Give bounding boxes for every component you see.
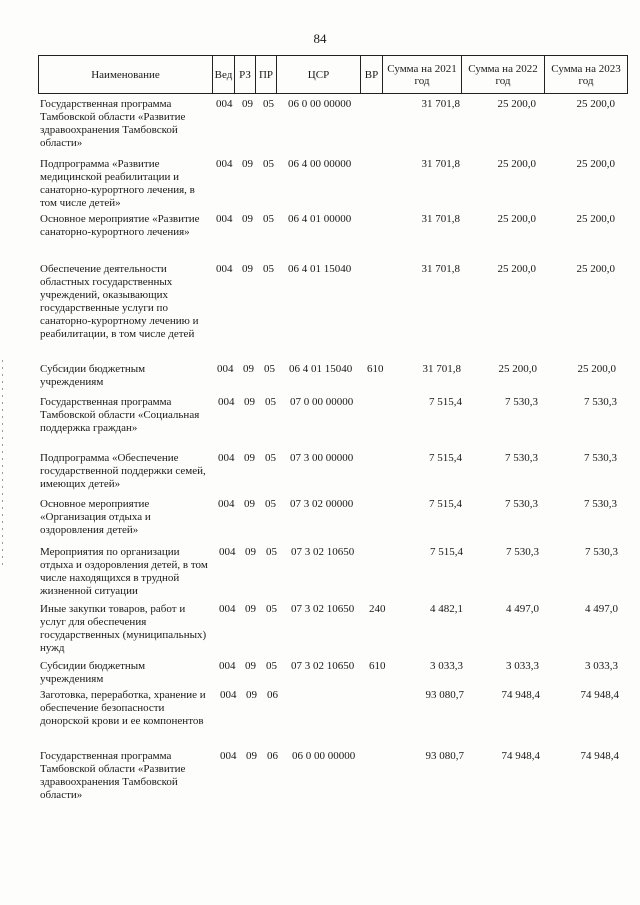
row-sum-2022: 74 948,4: [501, 750, 540, 762]
row-ved: 004: [218, 498, 235, 510]
row-vr: 610: [369, 660, 386, 672]
row-sum-2022: 25 200,0: [497, 213, 536, 225]
row-sum-2023: 25 200,0: [577, 363, 616, 375]
row-sum-2022: 25 200,0: [498, 363, 537, 375]
row-ved: 004: [219, 546, 236, 558]
row-pr: 05: [263, 213, 274, 225]
row-name: Обеспечение деятельности областных государственных учреждений, оказывающих государственные услуги по санаторно-курортному лечению и реабилитации, в том числе детей: [40, 263, 199, 340]
row-sum-2021: 4 482,1: [430, 603, 463, 615]
row-sum-2023: 4 497,0: [585, 603, 618, 615]
row-csr: 06 4 01 00000: [288, 213, 352, 225]
row-name: Субсидии бюджетным учреждениям: [40, 363, 146, 388]
header-sum-2022: Сумма на 2022 год: [462, 56, 545, 93]
row-sum-2022: 3 033,3: [506, 660, 539, 672]
row-sum-2023: 25 200,0: [576, 98, 615, 110]
row-sum-2021: 31 701,8: [421, 98, 460, 110]
row-rz: 09: [246, 750, 257, 762]
row-name: Подпрограмма «Развитие медицинской реабилитации и санаторно-курортного лечения, в том числе детей»: [40, 158, 195, 209]
row-ved: 004: [219, 660, 236, 672]
row-pr: 05: [264, 363, 275, 375]
row-name: Государственная программа Тамбовской области «Развитие здравоохранения Тамбовской области»: [40, 750, 186, 801]
row-sum-2021: 31 701,8: [421, 263, 460, 275]
header-vr: ВР: [361, 56, 383, 93]
row-sum-2022: 25 200,0: [497, 263, 536, 275]
row-sum-2022: 7 530,3: [505, 498, 538, 510]
row-name: Государственная программа Тамбовской области «Развитие здравоохранения Тамбовской области»: [40, 98, 186, 149]
row-sum-2021: 7 515,4: [429, 396, 462, 408]
row-sum-2022: 7 530,3: [505, 396, 538, 408]
row-pr: 05: [263, 263, 274, 275]
header-ved: Вед: [213, 56, 235, 93]
table-header: [38, 55, 628, 94]
row-sum-2023: 74 948,4: [580, 689, 619, 701]
row-rz: 09: [242, 158, 253, 170]
row-sum-2023: 25 200,0: [576, 213, 615, 225]
row-ved: 004: [220, 750, 237, 762]
row-pr: 05: [263, 98, 274, 110]
row-csr: 07 3 02 00000: [290, 498, 354, 510]
row-ved: 004: [219, 603, 236, 615]
row-csr: 06 4 01 15040: [288, 263, 352, 275]
header-sum-2023: Сумма на 2023 год: [551, 62, 621, 87]
row-ved: 004: [218, 396, 235, 408]
row-pr: 05: [263, 158, 274, 170]
row-pr: 06: [267, 750, 278, 762]
row-pr: 06: [267, 689, 278, 701]
row-sum-2023: 74 948,4: [580, 750, 619, 762]
row-sum-2022: 74 948,4: [501, 689, 540, 701]
row-pr: 05: [265, 452, 276, 464]
row-rz: 09: [242, 213, 253, 225]
row-rz: 09: [242, 98, 253, 110]
header-sum-2021: Сумма на 2021 год: [383, 56, 462, 93]
header-csr: ЦСР: [277, 56, 361, 93]
row-name: Основное мероприятие «Организация отдыха и оздоровления детей»: [40, 498, 151, 536]
row-sum-2021: 31 701,8: [421, 158, 460, 170]
header-rz: РЗ: [235, 56, 256, 93]
page-number: 84: [313, 31, 327, 46]
row-vr: 610: [367, 363, 384, 375]
row-rz: 09: [245, 603, 256, 615]
row-csr: 06 0 00 00000: [288, 98, 352, 110]
header-pr: ПР: [256, 56, 277, 93]
row-sum-2023: 7 530,3: [584, 498, 617, 510]
row-pr: 05: [266, 660, 277, 672]
row-csr: 07 0 00 00000: [290, 396, 354, 408]
row-sum-2022: 25 200,0: [497, 158, 536, 170]
row-csr: 06 4 01 15040: [289, 363, 353, 375]
row-sum-2023: 7 530,3: [584, 452, 617, 464]
row-sum-2021: 93 080,7: [425, 689, 464, 701]
row-name: Мероприятия по организации отдыха и оздоровления детей, в том числе находящихся в трудной жизненной ситуации: [40, 546, 208, 597]
row-vr: 240: [369, 603, 386, 615]
row-sum-2023: 7 530,3: [584, 396, 617, 408]
row-sum-2021: 31 701,8: [422, 363, 461, 375]
row-sum-2021: 3 033,3: [430, 660, 463, 672]
row-ved: 004: [216, 158, 233, 170]
row-rz: 09: [242, 263, 253, 275]
row-csr: 07 3 00 00000: [290, 452, 354, 464]
row-rz: 09: [244, 498, 255, 510]
row-name: Подпрограмма «Обеспечение государственной поддержки семей, имеющих детей»: [40, 452, 206, 490]
row-ved: 004: [216, 213, 233, 225]
row-ved: 004: [218, 452, 235, 464]
row-pr: 05: [265, 396, 276, 408]
row-sum-2023: 7 530,3: [585, 546, 618, 558]
row-rz: 09: [244, 452, 255, 464]
row-sum-2021: 31 701,8: [421, 213, 460, 225]
row-csr: 06 4 00 00000: [288, 158, 352, 170]
row-name: Заготовка, переработка, хранение и обеспечение безопасности донорской крови и ее компонентов: [40, 689, 206, 727]
row-csr: 07 3 02 10650: [291, 603, 355, 615]
row-pr: 05: [266, 546, 277, 558]
row-name: Иные закупки товаров, работ и услуг для обеспечения государственных (муниципальных) нужд: [40, 603, 207, 654]
row-rz: 09: [246, 689, 257, 701]
row-sum-2022: 7 530,3: [506, 546, 539, 558]
row-sum-2023: 25 200,0: [576, 263, 615, 275]
row-pr: 05: [266, 603, 277, 615]
row-sum-2022: 7 530,3: [505, 452, 538, 464]
row-sum-2021: 7 515,4: [430, 546, 463, 558]
row-ved: 004: [220, 689, 237, 701]
row-sum-2022: 25 200,0: [497, 98, 536, 110]
row-sum-2021: 7 515,4: [429, 452, 462, 464]
row-name: Государственная программа Тамбовской области «Социальная поддержка граждан»: [40, 396, 200, 434]
row-sum-2023: 25 200,0: [576, 158, 615, 170]
row-rz: 09: [245, 546, 256, 558]
row-csr: 07 3 02 10650: [291, 546, 355, 558]
row-ved: 004: [216, 98, 233, 110]
row-rz: 09: [245, 660, 256, 672]
row-name: Основное мероприятие «Развитие санаторно-курортного лечения»: [40, 213, 200, 238]
row-csr: 06 0 00 00000: [292, 750, 356, 762]
row-sum-2021: 93 080,7: [425, 750, 464, 762]
row-sum-2021: 7 515,4: [429, 498, 462, 510]
header-name: Наименование: [39, 56, 213, 93]
row-rz: 09: [243, 363, 254, 375]
row-ved: 004: [216, 263, 233, 275]
row-sum-2022: 4 497,0: [506, 603, 539, 615]
row-rz: 09: [244, 396, 255, 408]
row-sum-2023: 3 033,3: [585, 660, 618, 672]
row-ved: 004: [217, 363, 234, 375]
row-pr: 05: [265, 498, 276, 510]
margin-scan-mark: [2, 360, 3, 570]
row-name: Субсидии бюджетным учреждениям: [40, 660, 146, 685]
row-csr: 07 3 02 10650: [291, 660, 355, 672]
